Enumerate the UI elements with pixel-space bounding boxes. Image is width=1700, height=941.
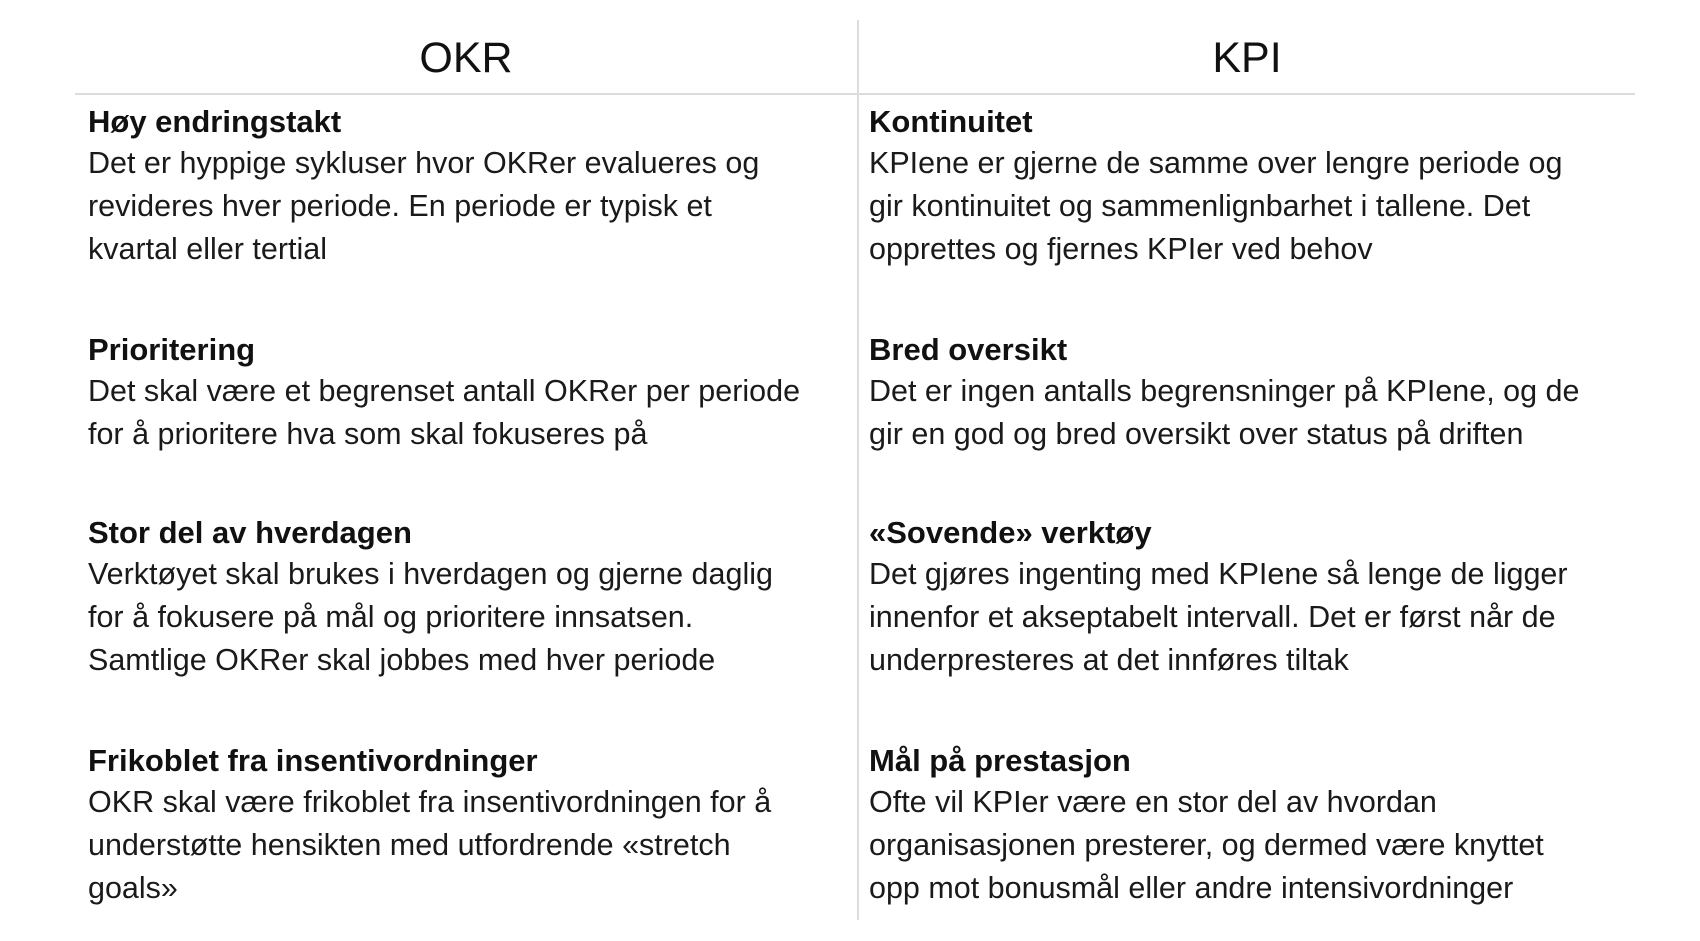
- item-description: [88, 370, 850, 456]
- item-description: [88, 553, 850, 682]
- item-text-line: for å fokusere på mål og prioritere innsatsen.: [88, 600, 694, 634]
- header-divider: [75, 93, 1635, 95]
- item-text-line: Det er ingen antalls begrensninger på KPIene, og de: [869, 374, 1580, 408]
- item-text-line: understøtte hensikten med utfordrende «stretch: [88, 828, 731, 862]
- item-text-line: Verktøyet skal brukes i hverdagen og gjerne daglig: [88, 557, 773, 591]
- item-text-line: Det gjøres ingenting med KPIene så lenge de ligger: [869, 557, 1568, 591]
- item-text-line: gir kontinuitet og sammenlignbarhet i tallene. Det: [869, 189, 1531, 223]
- kpi-column-header: KPI: [1212, 34, 1282, 82]
- item-title: «Sovende» verktøy: [869, 515, 1152, 550]
- okr-item-decoupled-incentives: [88, 741, 850, 910]
- item-text-line: revideres hver periode. En periode er typisk et: [88, 189, 712, 223]
- okr-column-header: OKR: [419, 34, 513, 82]
- item-text-line: organisasjonen presterer, og dermed være knyttet: [869, 828, 1544, 862]
- item-title: Stor del av hverdagen: [88, 515, 412, 550]
- column-divider: [857, 20, 859, 920]
- kpi-item-continuity: [869, 102, 1635, 271]
- item-title: Prioritering: [88, 332, 256, 367]
- item-title: Høy endringstakt: [88, 104, 342, 139]
- item-description: [869, 370, 1635, 456]
- item-text-line: innenfor et akseptabelt intervall. Det er først når de: [869, 600, 1556, 634]
- item-text-line: for å prioritere hva som skal fokuseres på: [88, 417, 648, 451]
- item-description: [869, 781, 1635, 910]
- item-description: [869, 553, 1635, 682]
- item-description: [869, 142, 1635, 271]
- item-text-line: Ofte vil KPIer være en stor del av hvordan: [869, 785, 1437, 819]
- item-text-line: goals»: [88, 871, 178, 905]
- item-description: [88, 781, 850, 910]
- item-text-line: OKR skal være frikoblet fra insentivordningen for å: [88, 785, 772, 819]
- item-text-line: opprettes og fjernes KPIer ved behov: [869, 232, 1373, 266]
- item-text-line: opp mot bonusmål eller andre intensivordninger: [869, 871, 1514, 905]
- item-title: Mål på prestasjon: [869, 743, 1131, 778]
- okr-item-prioritization: [88, 330, 850, 456]
- kpi-item-performance-measure: [869, 741, 1635, 910]
- item-title: Frikoblet fra insentivordninger: [88, 743, 538, 778]
- okr-item-high-change-rate: [88, 102, 850, 271]
- item-text-line: KPIene er gjerne de samme over lengre periode og: [869, 146, 1563, 180]
- okr-item-everyday-use: [88, 513, 850, 682]
- item-title: Bred oversikt: [869, 332, 1068, 367]
- item-text-line: underpresteres at det innføres tiltak: [869, 643, 1349, 677]
- item-text-line: kvartal eller tertial: [88, 232, 327, 266]
- item-text-line: Samtlige OKRer skal jobbes med hver periode: [88, 643, 716, 677]
- kpi-item-sleeping-tool: [869, 513, 1635, 682]
- item-text-line: gir en god og bred oversikt over status på driften: [869, 417, 1524, 451]
- item-text-line: Det er hyppige sykluser hvor OKRer evalueres og: [88, 146, 760, 180]
- kpi-item-broad-overview: [869, 330, 1635, 456]
- item-text-line: Det skal være et begrenset antall OKRer per periode: [88, 374, 801, 408]
- item-description: [88, 142, 850, 271]
- item-title: Kontinuitet: [869, 104, 1033, 139]
